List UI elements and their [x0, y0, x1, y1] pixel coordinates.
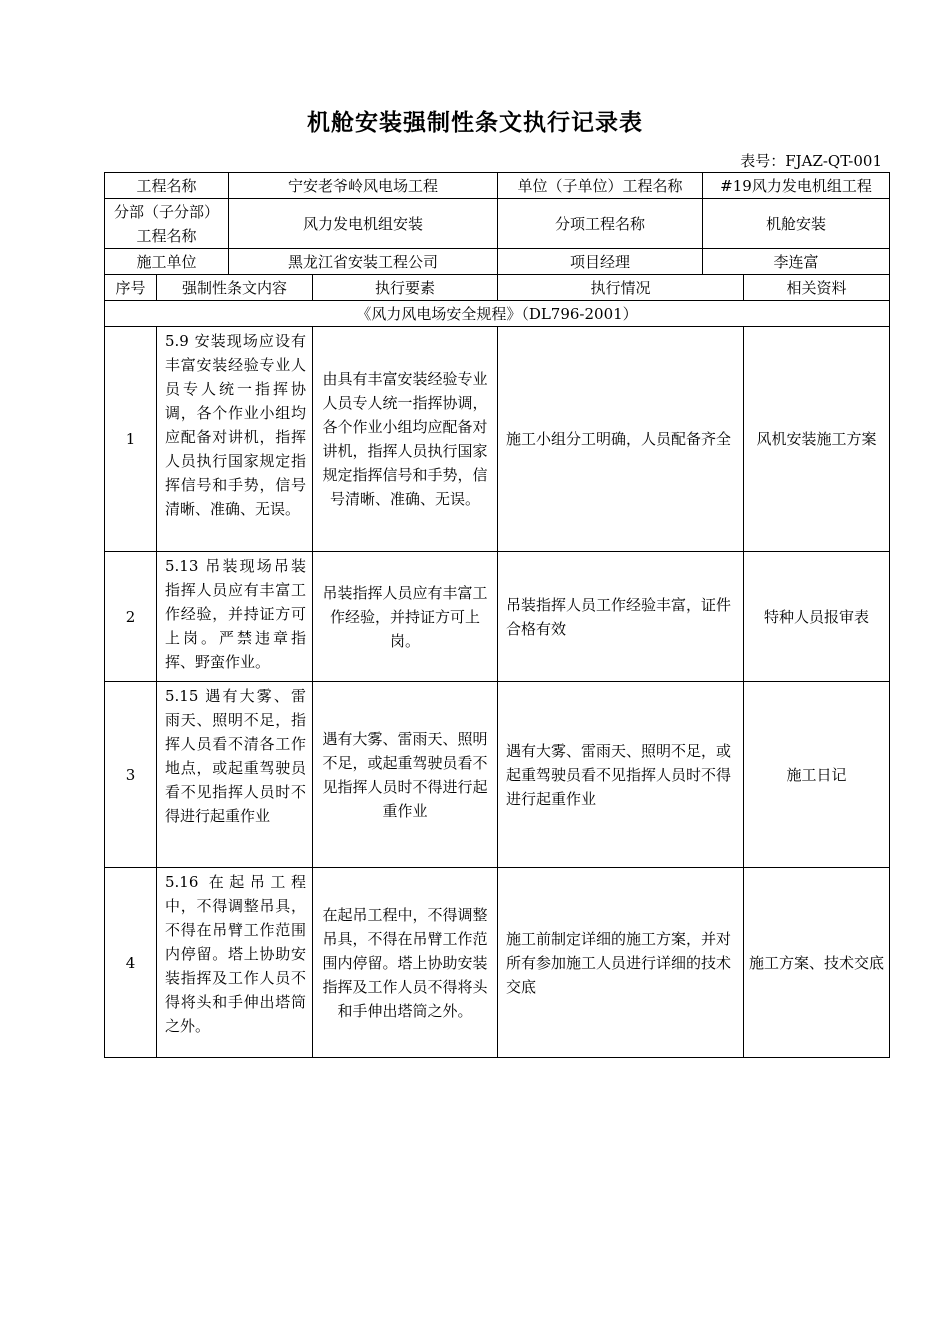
reference: 施工方案、技术交底: [744, 868, 890, 1058]
column-header-row: [105, 275, 890, 301]
unit-name-label: 单位（子单位）工程名称: [498, 173, 703, 199]
clause-content: 5.13 吊装现场吊装指挥人员应有丰富工作经验，并持证方可上岗。严禁违章指挥、野蛮作业。: [157, 552, 313, 682]
col-header-no: 序号: [105, 275, 157, 301]
division-name-label: 分部（子分部）工程名称: [105, 199, 229, 249]
table-row: [105, 327, 890, 552]
contractor-label: 施工单位: [105, 249, 229, 275]
clause-content: 5.16 在起吊工程中，不得调整吊具，不得在吊臂工作范围内停留。塔上协助安装指挥及工作人员不得将头和手伸出塔筒之外。: [157, 868, 313, 1058]
row-no: 1: [105, 327, 157, 552]
manager-value: 李连富: [703, 249, 890, 275]
document-title: 机舱安装强制性条文执行记录表: [307, 110, 643, 136]
form-number: 表号：FJAZ-QT-001: [740, 152, 882, 170]
manager-label: 项目经理: [498, 249, 703, 275]
item-name-value: 机舱安装: [703, 199, 890, 249]
col-header-clause: 强制性条文内容: [157, 275, 313, 301]
table-row: [105, 552, 890, 682]
col-header-status: 执行情况: [498, 275, 744, 301]
project-name-value: 宁安老爷岭风电场工程: [229, 173, 498, 199]
row-no: 2: [105, 552, 157, 682]
execution-status: 施工小组分工明确，人员配备齐全: [498, 327, 744, 552]
contractor-value: 黑龙江省安装工程公司: [229, 249, 498, 275]
execution-status: 施工前制定详细的施工方案，并对所有参加施工人员进行详细的技术交底: [498, 868, 744, 1058]
standard-title: 《风力风电场安全规程》（DL796-2001）: [105, 301, 890, 327]
requirement: 遇有大雾、雷雨天、照明不足，或起重驾驶员看不见指挥人员时不得进行起重作业: [313, 682, 498, 868]
requirement: 在起吊工程中，不得调整吊具，不得在吊臂工作范围内停留。塔上协助安装指挥及工作人员不得将头和手伸出塔筒之外。: [313, 868, 498, 1058]
project-info-table: [104, 172, 890, 275]
item-name-label: 分项工程名称: [498, 199, 703, 249]
division-name-value: 风力发电机组安装: [229, 199, 498, 249]
clause-execution-table: [104, 274, 890, 1058]
row-no: 4: [105, 868, 157, 1058]
table-row: [105, 868, 890, 1058]
unit-name-value: #19风力发电机组工程: [703, 173, 890, 199]
col-header-reference: 相关资料: [744, 275, 890, 301]
row-no: 3: [105, 682, 157, 868]
project-name-label: 工程名称: [105, 173, 229, 199]
reference: 风机安装施工方案: [744, 327, 890, 552]
table-row: [105, 682, 890, 868]
clause-content: 5.9 安装现场应设有丰富安装经验专业人员专人统一指挥协调，各个作业小组均应配备对讲机，指挥人员执行国家规定指挥信号和手势，信号清晰、准确、无误。: [157, 327, 313, 552]
reference: 施工日记: [744, 682, 890, 868]
requirement: 吊装指挥人员应有丰富工作经验，并持证方可上岗。: [313, 552, 498, 682]
execution-status: 吊装指挥人员工作经验丰富，证件合格有效: [498, 552, 744, 682]
reference: 特种人员报审表: [744, 552, 890, 682]
requirement: 由具有丰富安装经验专业人员专人统一指挥协调，各个作业小组均应配备对讲机，指挥人员执行国家规定指挥信号和手势，信号清晰、准确、无误。: [313, 327, 498, 552]
col-header-requirement: 执行要素: [313, 275, 498, 301]
clause-content: 5.15 遇有大雾、雷雨天、照明不足，指挥人员看不清各工作地点，或起重驾驶员看不见指挥人员时不得进行起重作业: [157, 682, 313, 868]
execution-status: 遇有大雾、雷雨天、照明不足，或起重驾驶员看不见指挥人员时不得进行起重作业: [498, 682, 744, 868]
